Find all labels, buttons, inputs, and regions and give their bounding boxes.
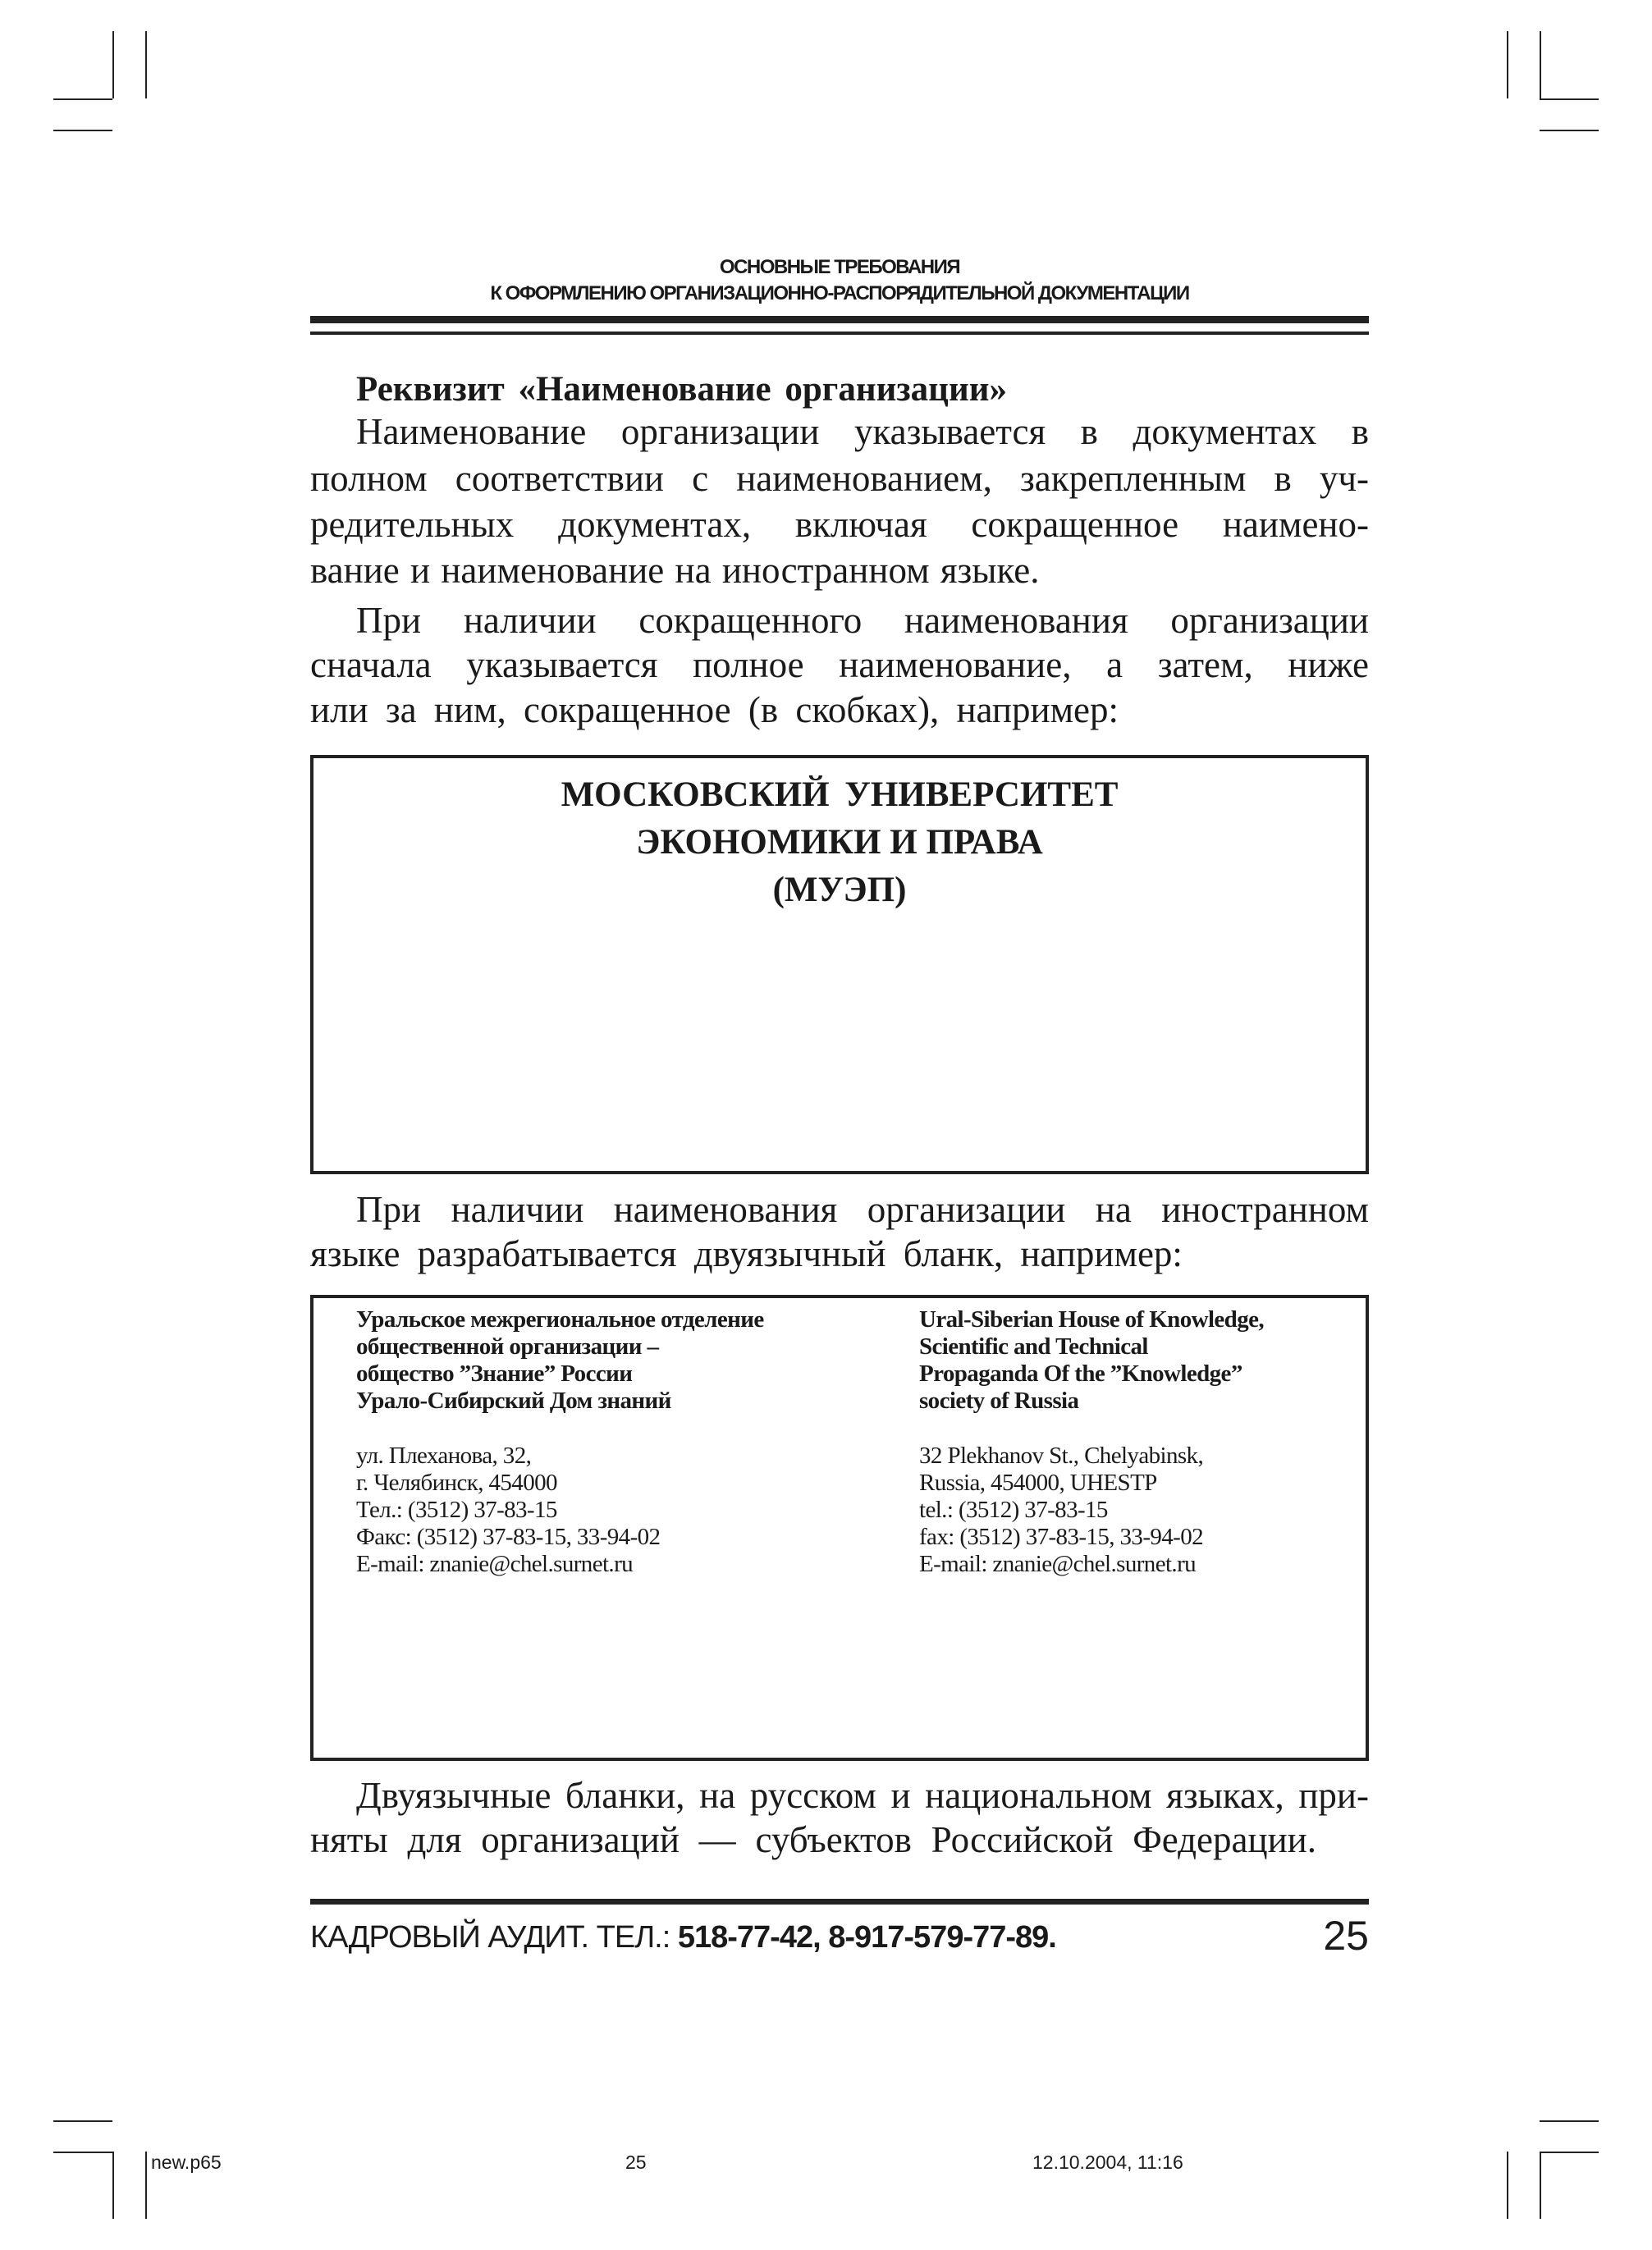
ru-contact-line: Тел.: (3512) 37-83-15	[356, 1497, 557, 1523]
paragraph-line: языке разрабатывается двуязычный бланк, например:	[310, 1233, 1183, 1274]
bilingual-letterhead-box	[310, 1295, 1369, 1761]
crop-mark	[112, 2152, 114, 2219]
crop-mark	[53, 98, 112, 100]
header-rule-thin	[310, 332, 1369, 335]
ru-name-line: Уральское межрегиональное отделение	[356, 1306, 764, 1333]
org-full-name-line1: МОСКОВСКИЙ УНИВЕРСИТЕТ	[561, 775, 1119, 814]
en-name-line: Scientific and Technical	[919, 1333, 1148, 1360]
crop-mark	[53, 2152, 112, 2153]
paragraph-line: вание и наименование на иностранном языке.	[310, 550, 1040, 591]
crop-mark	[53, 130, 112, 131]
crop-mark	[53, 2120, 112, 2122]
footer-phones: 518-77-42, 8-917-579-77-89.	[677, 1920, 1056, 1955]
paragraph-line: редительных документах, включая сокращенное наимено-	[310, 504, 1369, 545]
en-name-line: Propaganda Of the ”Knowledge”	[919, 1361, 1242, 1387]
slug-filename: new.p65	[151, 2152, 222, 2173]
org-full-name-line2: ЭКОНОМИКИ И ПРАВА	[636, 823, 1043, 862]
slug-page: 25	[625, 2152, 647, 2173]
running-header-line1: ОСНОВНЫЕ ТРЕБОВАНИЯ	[719, 256, 960, 278]
crop-mark	[145, 2152, 147, 2219]
crop-mark	[1540, 98, 1599, 100]
en-contact-line: tel.: (3512) 37-83-15	[919, 1497, 1108, 1523]
ru-contact-line: ул. Плеханова, 32,	[356, 1443, 532, 1469]
crop-mark	[1540, 2152, 1599, 2153]
en-name-line: Ural-Siberian House of Knowledge,	[919, 1306, 1265, 1333]
page-number: 25	[1323, 1913, 1369, 1959]
header-rule-thick	[310, 316, 1369, 323]
ru-name-line: общественной организации –	[356, 1333, 659, 1360]
ru-contact-line: г. Челябинск, 454000	[356, 1470, 557, 1496]
ru-name-line: общество ”Знание” России	[356, 1361, 633, 1387]
paragraph-line: При наличии сокращенного наименования организации	[356, 600, 1369, 641]
footer-text	[310, 1920, 1056, 1955]
paragraph-line: Наименование организации указывается в документах в	[356, 411, 1369, 452]
en-contact-line: Russia, 454000, UHESTP	[919, 1470, 1157, 1496]
crop-mark	[1540, 2152, 1541, 2219]
ru-contact-line: Факс: (3512) 37-83-15, 33-94-02	[356, 1524, 661, 1550]
crop-mark	[145, 31, 147, 98]
crop-mark	[1540, 130, 1599, 131]
paragraph-line: или за ним, сокращенное (в скобках), например:	[310, 689, 1119, 730]
footer-rule	[310, 1899, 1369, 1905]
paragraph-line: Двуязычные бланки, на русском и национальном языках, при-	[356, 1775, 1369, 1816]
slug-datetime: 12.10.2004, 11:16	[1032, 2152, 1183, 2173]
en-contact-line: fax: (3512) 37-83-15, 33-94-02	[919, 1524, 1204, 1550]
en-contact-line: E-mail: znanie@chel.surnet.ru	[919, 1551, 1197, 1577]
ru-contact-line: E-mail: znanie@chel.surnet.ru	[356, 1551, 634, 1577]
footer-label: КАДРОВЫЙ АУДИТ. ТЕЛ.:	[310, 1920, 678, 1955]
crop-mark	[1507, 31, 1508, 98]
running-header-line2: К ОФОРМЛЕНИЮ ОРГАНИЗАЦИОННО-РАСПОРЯДИТЕЛЬНОЙ ДОКУМЕНТАЦИИ	[490, 282, 1189, 304]
crop-mark	[1540, 31, 1541, 98]
en-name-line: society of Russia	[919, 1388, 1079, 1414]
paragraph-line: При наличии наименования организации на иностранном	[356, 1189, 1369, 1230]
section-heading: Реквизит «Наименование организации»	[356, 370, 1007, 409]
en-contact-line: 32 Plekhanov St., Chelyabinsk,	[919, 1443, 1204, 1469]
example-letterhead-box	[310, 755, 1369, 1174]
crop-mark	[1540, 2120, 1599, 2122]
org-short-name: (МУЭП)	[772, 871, 907, 909]
paragraph-line: сначала указывается полное наименование, а затем, ниже	[310, 644, 1369, 685]
ru-name-line: Урало-Сибирский Дом знаний	[356, 1388, 671, 1414]
paragraph-line: полном соответствии с наименованием, закрепленным в уч-	[310, 458, 1369, 499]
crop-mark	[1507, 2152, 1508, 2219]
crop-mark	[112, 31, 114, 98]
paragraph-line: няты для организаций — субъектов Российской Федерации.	[310, 1819, 1316, 1860]
